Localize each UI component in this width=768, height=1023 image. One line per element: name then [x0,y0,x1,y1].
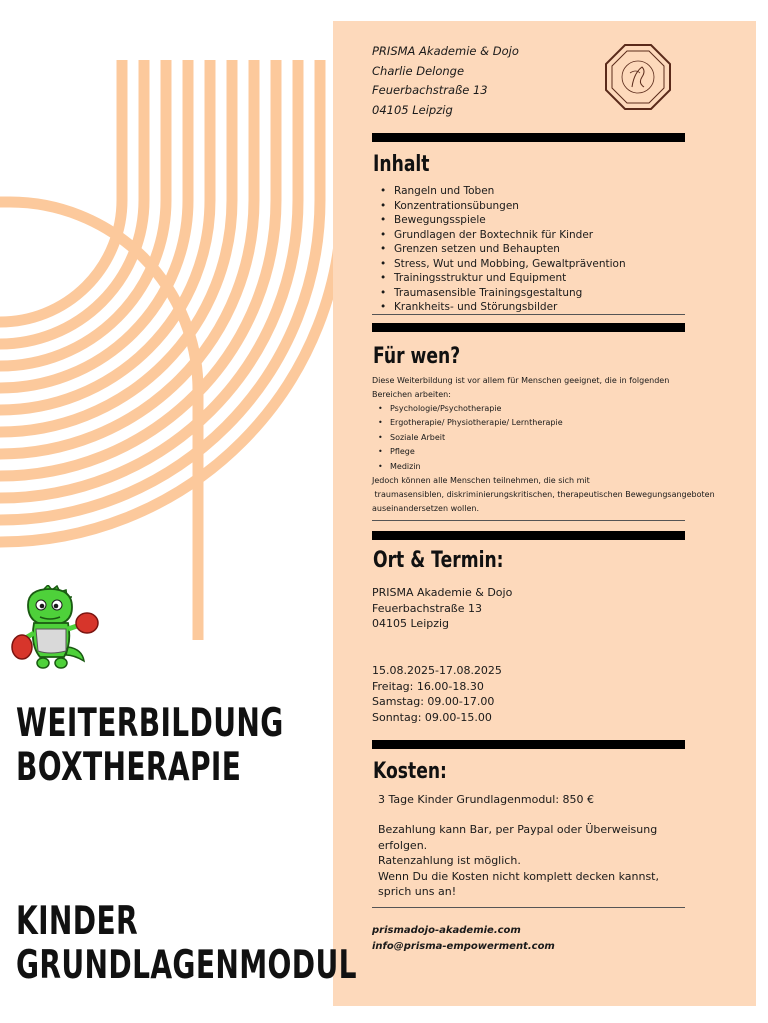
subtitle-line: KINDER [16,899,138,944]
title-line: WEITERBILDUNG [16,701,284,746]
section-divider-bar [372,531,685,540]
schedule-line: Freitag: 16.00-18.30 [372,679,484,693]
payment-line: erfolgen. [378,838,428,852]
module-title [16,900,489,988]
section-heading-kosten: Kosten: [373,759,447,784]
inhalt-list [372,184,626,315]
schedule-line: Samstag: 09.00-17.00 [372,695,495,708]
payment-block [378,822,659,900]
intro-line: Bereichen arbeiten: [372,390,451,399]
list-item: • Medizin [372,460,715,474]
list-item: • Grenzen setzen und Behaupten [372,242,626,257]
address-line: Charlie Delonge [372,63,465,78]
outro-line: auseinandersetzen wollen. [372,504,479,514]
dinosaur-boxer-icon [10,585,102,675]
prisma-dojo-seal-logo [604,43,672,111]
list-item: • Bewegungsspiele [372,213,626,228]
list-item: • Krankheits- und Störungsbilder [372,300,626,315]
list-item: • Stress, Wut und Mobbing, Gewaltprävention [372,257,626,272]
price-line: 3 Tage Kinder Grundlagenmodul: 850 € [378,793,595,806]
date-range: 15.08.2025-17.08.2025 [372,664,502,677]
section-heading-fuer-wen: Für wen? [373,344,461,369]
email-link[interactable]: info@prisma-empowerment.com [372,940,555,952]
fuer-wen-list [372,402,715,474]
list-item: • Rangeln und Toben [372,184,626,199]
address-line: PRISMA Akademie & Dojo [372,44,519,58]
section-heading-inhalt: Inhalt [373,152,430,177]
section-divider-bar [372,740,685,749]
section-heading-ort-termin: Ort & Termin: [373,548,504,573]
outro-line: Jedoch können alle Menschen teilnehmen, die sich mit [372,476,590,486]
list-item: • Konzentrationsübungen [372,199,626,214]
fuer-wen-body [372,374,715,516]
payment-line: Wenn Du die Kosten nicht komplett decken kannst, [378,869,659,883]
list-item: • Pflege [372,445,715,459]
list-item: • Trainingsstruktur und Equipment [372,271,626,286]
location-line: Feuerbachstraße 13 [372,601,482,615]
list-item: • Psychologie/Psychotherapie [372,402,715,416]
payment-line: sprich uns an! [378,885,457,898]
thin-divider [372,520,685,521]
outro-line: traumasensiblen, diskriminierungskritischen, therapeutischen Bewegungsangeboten [372,490,715,500]
schedule-line: Sonntag: 09.00-15.00 [372,710,492,724]
list-item: • Soziale Arbeit [372,431,715,445]
payment-line: Bezahlung kann Bar, per Paypal oder Überweisung [378,823,658,836]
list-item: • Traumasensible Trainingsgestaltung [372,286,626,301]
thin-divider [372,314,685,315]
website-link[interactable]: prismadojo-akademie.com [372,925,521,936]
main-title [16,702,388,790]
schedule-block [372,663,502,725]
address-line: Feuerbachstraße 13 [372,83,488,97]
section-divider-bar [372,323,685,332]
location-block [372,585,512,632]
list-item: • Ergotherapie/ Physiotherapie/ Lerntherapie [372,416,715,430]
intro-line: Diese Weiterbildung ist vor allem für Menschen geeignet, die in folgenden [372,376,670,385]
title-line: BOXTHERAPIE [16,745,242,790]
address-line: 04105 Leipzig [372,102,453,117]
address-block [372,42,519,120]
subtitle-line: GRUNDLAGENMODUL [16,943,357,988]
location-line: PRISMA Akademie & Dojo [372,586,513,599]
location-line: 04105 Leipzig [372,617,450,630]
payment-line: Ratenzahlung ist möglich. [378,854,521,867]
section-divider-bar [372,133,685,142]
list-item: • Grundlagen der Boxtechnik für Kinder [372,228,626,243]
